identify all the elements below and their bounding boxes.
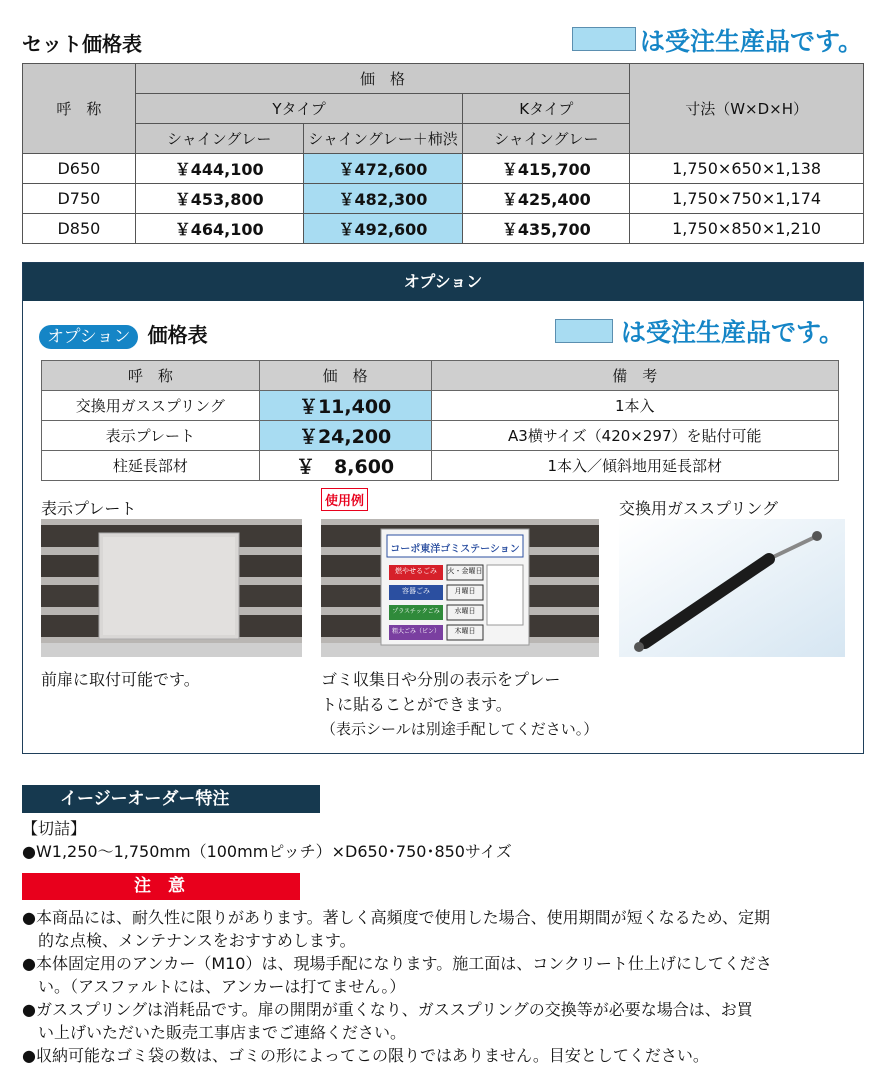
price-cell: ￥472,600 (303, 154, 463, 184)
caution-line: い。（アスファルトには、アンカーは打てません。） (22, 977, 406, 996)
header-ktype: Kタイプ (463, 94, 630, 124)
caution-bar (22, 873, 300, 900)
price-cell: ￥11,400 (259, 391, 431, 421)
made-to-order-swatch (572, 27, 636, 51)
row-name: D850 (23, 214, 136, 244)
caution-line: 的な点検、メンテナンスをおすすめします。 (22, 931, 356, 950)
table-row (42, 391, 839, 421)
display-plate-photo (41, 519, 302, 657)
header-name: 呼 称 (23, 64, 136, 154)
price-cell: ￥492,600 (303, 214, 463, 244)
row-name: D750 (23, 184, 136, 214)
table-row (42, 421, 839, 451)
photo1-label: 表示プレート (41, 499, 137, 518)
dims-cell: 1,750×850×1,210 (630, 214, 864, 244)
caution-line: い上げいただいた販売工事店までご連絡ください。 (22, 1023, 407, 1042)
caution-line: ●本商品には、耐久性に限りがあります。著しく高頻度で使用した場合、使用期間が短くなるため、定期 (22, 908, 771, 927)
header-y-shinegray-kakishibu: シャイングレー＋柿渋 (303, 124, 463, 154)
price-cell: ￥ 8,600 (259, 451, 431, 481)
photo3-label: 交換用ガススプリング (619, 499, 779, 518)
sign-item: 火・金曜日 (447, 567, 483, 575)
caution-list (22, 906, 867, 1067)
row-name: 柱延長部材 (42, 451, 260, 481)
table-row (23, 154, 864, 184)
option-title: 価格表 (147, 323, 208, 347)
header-price: 価 格 (259, 361, 431, 391)
price-cell: ￥425,400 (463, 184, 630, 214)
easy-order-line: ●W1,250～1,750mm（100mmピッチ）×D650･750･850サイズ (22, 842, 512, 861)
set-price-table (22, 63, 864, 244)
photo1-caption: 前扉に取付可能です。 (41, 670, 200, 689)
sign-item: 粗大ごみ（ビン） (391, 628, 440, 635)
made-to-order-legend: は受注生産品です。 (640, 27, 864, 56)
row-name: 交換用ガススプリング (42, 391, 260, 421)
easy-order-bar: イージーオーダー特注 (22, 785, 320, 813)
price-cell: ￥415,700 (463, 154, 630, 184)
photo2-caption-1: ゴミ収集日や分別の表示をプレー (321, 670, 561, 689)
price-cell: ￥482,300 (303, 184, 463, 214)
photo2-caption-3: （表示シールは別途手配してください。） (321, 720, 599, 738)
header-price: 価 格 (135, 64, 629, 94)
row-name: D650 (23, 154, 136, 184)
header-dims: 寸法（W×D×H） (630, 64, 864, 154)
note-cell: A3横サイズ（420×297）を貼付可能 (431, 421, 838, 451)
easy-order-heading: 【切詰】 (22, 819, 87, 838)
header-note: 備 考 (431, 361, 838, 391)
header-name: 呼 称 (42, 361, 260, 391)
caution-line: ●ガススプリングは消耗品です。扉の開閉が重くなり、ガススプリングの交換等が必要な場合は、お買 (22, 1000, 753, 1019)
note-cell: 1本入 (431, 391, 838, 421)
table-row (23, 184, 864, 214)
page-title: セット価格表 (22, 32, 142, 56)
caution-label: 注 意 (134, 876, 185, 896)
header-k-shinegray: シャイングレー (463, 124, 630, 154)
price-cell: ￥464,100 (135, 214, 303, 244)
caution-line: ●収納可能なゴミ袋の数は、ゴミの形によってこの限りではありません。目安としてください。 (22, 1046, 709, 1065)
sign-item: 月曜日 (454, 587, 476, 595)
sign-item: 燃やせるごみ (395, 567, 437, 575)
dims-cell: 1,750×750×1,174 (630, 184, 864, 214)
price-cell: ￥453,800 (135, 184, 303, 214)
option-header: オプション (23, 263, 863, 301)
table-row (23, 214, 864, 244)
option-price-table (41, 360, 839, 481)
sign-item: プラスチックごみ (392, 608, 440, 615)
caution-line: ●本体固定用のアンカー（M10）は、現場手配になります。施工面は、コンクリート仕上げにしてくださ (22, 954, 772, 973)
table-row (42, 451, 839, 481)
price-cell: ￥435,700 (463, 214, 630, 244)
made-to-order-swatch (555, 319, 613, 343)
price-cell: ￥444,100 (135, 154, 303, 184)
note-cell: 1本入／傾斜地用延長部材 (431, 451, 838, 481)
made-to-order-legend: は受注生産品です。 (621, 318, 845, 347)
sign-item: 容器ごみ (402, 587, 430, 595)
dims-cell: 1,750×650×1,138 (630, 154, 864, 184)
header-y-shinegray: シャイングレー (135, 124, 303, 154)
photo2-caption-2: トに貼ることができます。 (321, 695, 512, 714)
price-cell: ￥24,200 (259, 421, 431, 451)
row-name: 表示プレート (42, 421, 260, 451)
option-panel (22, 262, 864, 754)
header-ytype: Yタイプ (135, 94, 463, 124)
option-pill: オプション (39, 325, 138, 349)
sign-title: コーポ東洋ゴミステーション (390, 544, 520, 555)
option-title-row (39, 319, 208, 348)
gas-spring-photo (619, 519, 845, 657)
sign-item: 木曜日 (454, 627, 476, 635)
usage-example-photo (321, 519, 599, 657)
sign-item: 水曜日 (454, 607, 476, 615)
usage-example-tag: 使用例 (321, 488, 368, 511)
